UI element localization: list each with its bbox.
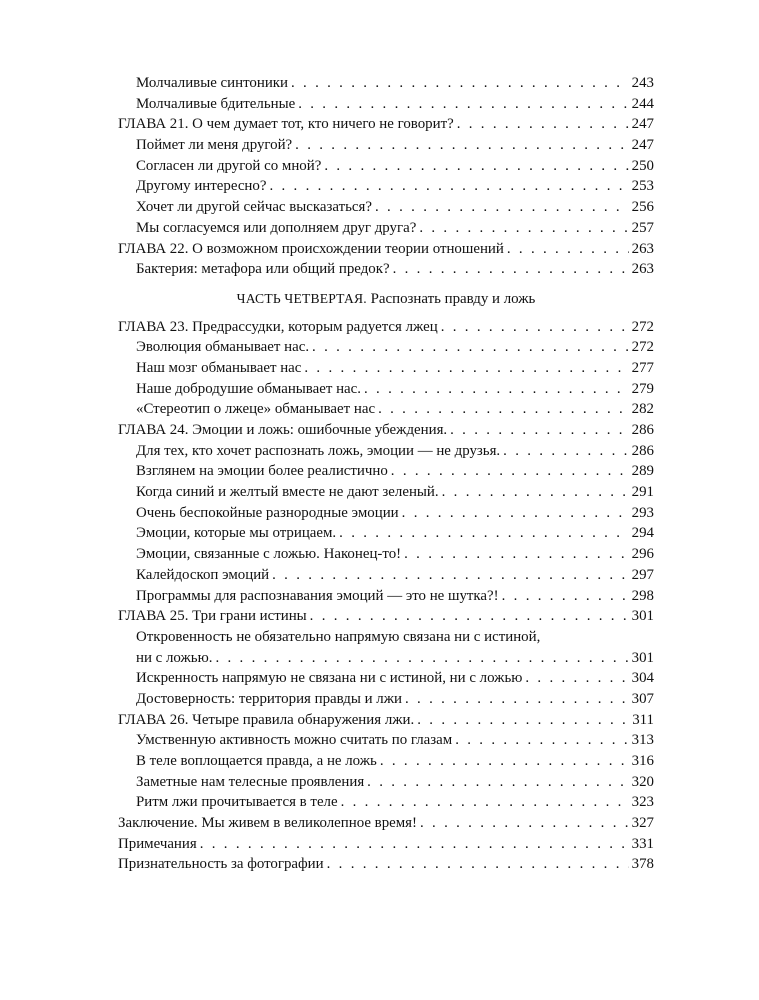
toc-dot-leader bbox=[327, 854, 629, 875]
toc-entry-title: ГЛАВА 26. Четыре правила обнаружения лжи. bbox=[118, 711, 415, 728]
toc-dot-leader bbox=[269, 176, 628, 197]
toc-section-entry bbox=[118, 441, 654, 462]
toc-section-entry bbox=[118, 565, 654, 586]
toc-entry-title: Взглянем на эмоции более реалистично bbox=[136, 463, 388, 480]
toc-entry-title: «Стереотип о лжеце» обманывает нас bbox=[136, 401, 376, 418]
toc-page-number: 282 bbox=[631, 401, 654, 418]
toc-entry-title: Заметные нам телесные проявления bbox=[136, 773, 365, 790]
toc-dot-leader bbox=[291, 73, 629, 94]
toc-entry-title: Эмоции, связанные с ложью. Наконец-то! bbox=[136, 546, 402, 563]
toc-page-number: 298 bbox=[631, 587, 654, 604]
toc-block-1 bbox=[118, 73, 654, 280]
toc-entry-title: Искренность напрямую не связана ни с истиной, ни с ложью bbox=[136, 670, 523, 687]
toc-dot-leader bbox=[367, 772, 628, 793]
toc-dot-leader bbox=[200, 834, 629, 855]
toc-section-entry bbox=[118, 503, 654, 524]
toc-dot-leader bbox=[215, 648, 628, 669]
toc-entry-title: Примечания bbox=[118, 835, 197, 852]
toc-entry-title: ГЛАВА 23. Предрассудки, которым радуется лжец bbox=[118, 318, 438, 335]
toc-dot-leader bbox=[380, 751, 629, 772]
toc-entry-title: Когда синий и желтый вместе не дают зеленый. bbox=[136, 484, 439, 501]
toc-page-number: 296 bbox=[631, 546, 654, 563]
toc-dot-leader bbox=[417, 710, 629, 731]
toc-entry-title: Хочет ли другой сейчас высказаться? bbox=[136, 199, 373, 216]
toc-page-number: 272 bbox=[631, 318, 654, 335]
part-heading-caps: ЧАСТЬ ЧЕТВЕРТАЯ. bbox=[236, 290, 367, 306]
toc-entry-title: Программы для распознавания эмоций — это не шутка?! bbox=[136, 587, 499, 604]
toc-page-number: 263 bbox=[631, 261, 654, 278]
toc-section-entry bbox=[118, 94, 654, 115]
toc-dot-leader bbox=[502, 586, 629, 607]
toc-dot-leader bbox=[404, 544, 629, 565]
toc-section-entry bbox=[118, 730, 654, 751]
toc-back-matter-entry bbox=[118, 834, 654, 855]
toc-entry-title: Наше добродушие обманывает нас. bbox=[136, 380, 361, 397]
toc-page-number: 327 bbox=[631, 815, 654, 832]
toc-page-number: 286 bbox=[631, 422, 654, 438]
toc-section-entry bbox=[118, 259, 654, 280]
toc-page-number: 323 bbox=[631, 794, 654, 811]
toc-page-number: 257 bbox=[631, 219, 654, 236]
toc-section-entry bbox=[118, 668, 654, 689]
toc-page-number: 293 bbox=[631, 504, 654, 521]
toc-back-matter-entry bbox=[118, 854, 654, 875]
toc-entry-title: Молчаливые синтоники bbox=[136, 75, 288, 91]
toc-section-entry bbox=[118, 399, 654, 420]
toc-section-entry bbox=[118, 482, 654, 503]
toc-page-number: 244 bbox=[631, 95, 654, 112]
toc-section-entry bbox=[118, 461, 654, 482]
toc-entry-title: Эмоции, которые мы отрицаем. bbox=[136, 525, 337, 542]
toc-dot-leader bbox=[420, 813, 629, 834]
toc-entry-title: Калейдоскоп эмоций bbox=[136, 566, 270, 583]
toc-page-number: 263 bbox=[631, 240, 654, 257]
toc-dot-leader bbox=[441, 317, 629, 338]
toc-entry-title: Согласен ли другой со мной? bbox=[136, 157, 322, 174]
toc-entry-title: Молчаливые бдительные bbox=[136, 95, 296, 112]
toc-dot-leader bbox=[507, 239, 629, 260]
toc-page-number: 313 bbox=[631, 732, 654, 749]
toc-entry-title: Очень беспокойные разнородные эмоции bbox=[136, 504, 399, 521]
toc-page-number: 304 bbox=[631, 670, 654, 687]
toc-page-number: 286 bbox=[631, 442, 654, 459]
toc-page-number: 243 bbox=[631, 75, 654, 91]
toc-entry-title: ГЛАВА 21. О чем думает тот, кто ничего не говорит? bbox=[118, 116, 454, 133]
toc-dot-leader bbox=[402, 503, 629, 524]
toc-section-entry bbox=[118, 135, 654, 156]
toc-dot-leader bbox=[310, 606, 629, 627]
toc-section-entry bbox=[118, 627, 654, 648]
toc-entry-title: ГЛАВА 25. Три грани истины bbox=[118, 608, 307, 625]
toc-section-entry bbox=[118, 197, 654, 218]
toc-dot-leader bbox=[295, 135, 629, 156]
toc-entry-title: Другому интересно? bbox=[136, 178, 267, 195]
toc-page-number: 247 bbox=[631, 137, 654, 154]
toc-dot-leader bbox=[391, 461, 629, 482]
toc-section-entry bbox=[118, 792, 654, 813]
toc-dot-leader bbox=[525, 668, 628, 689]
toc-page-number: 277 bbox=[631, 359, 654, 376]
toc-dot-leader bbox=[450, 420, 629, 441]
toc-chapter-entry bbox=[118, 420, 654, 441]
toc-page-number: 301 bbox=[631, 608, 654, 625]
toc-page-number: 291 bbox=[631, 484, 654, 501]
toc-entry-title: Эволюция обманывает нас. bbox=[136, 339, 310, 356]
toc-section-entry bbox=[118, 156, 654, 177]
toc-page-number: 294 bbox=[631, 525, 654, 542]
toc-entry-title: Мы согласуемся или дополняем друг друга? bbox=[136, 219, 417, 236]
toc-page-number: 253 bbox=[631, 178, 654, 195]
toc-entry-title: Признательность за фотографии bbox=[118, 856, 324, 873]
toc-section-entry bbox=[118, 73, 654, 94]
part-heading-title: Распознать правду и ложь bbox=[366, 290, 536, 307]
toc-dot-leader bbox=[298, 94, 628, 115]
toc-page-number: 316 bbox=[631, 753, 654, 769]
toc-page-number: 289 bbox=[631, 463, 654, 480]
toc-dot-leader bbox=[457, 114, 629, 135]
toc-back-matter-entry bbox=[118, 813, 654, 834]
toc-page-number: 297 bbox=[631, 566, 654, 583]
toc-page-number: 301 bbox=[631, 649, 654, 666]
toc-entry-title: Умственную активность можно считать по глазам bbox=[136, 732, 453, 749]
toc-section-entry bbox=[118, 689, 654, 710]
toc-chapter-entry bbox=[118, 239, 654, 260]
toc-chapter-entry bbox=[118, 114, 654, 135]
toc-page-number: 256 bbox=[631, 199, 654, 216]
toc-entry-title: Ритм лжи прочитывается в теле bbox=[136, 794, 338, 811]
toc-entry-title: ГЛАВА 22. О возможном происхождении теории отношений bbox=[118, 240, 504, 257]
toc-section-entry bbox=[118, 358, 654, 379]
toc-section-entry bbox=[118, 379, 654, 400]
toc-dot-leader bbox=[324, 156, 628, 177]
toc-section-entry bbox=[118, 586, 654, 607]
toc-dot-leader bbox=[442, 482, 629, 503]
toc-page-number: 307 bbox=[631, 690, 654, 707]
toc-entry-title: Для тех, кто хочет распознать ложь, эмоции — не друзья. bbox=[136, 442, 501, 459]
toc-dot-leader bbox=[304, 358, 628, 379]
toc-block-2 bbox=[118, 317, 654, 876]
toc-dot-leader bbox=[339, 523, 629, 544]
toc-entry-title: Бактерия: метафора или общий предок? bbox=[136, 261, 390, 278]
toc-section-entry bbox=[118, 176, 654, 197]
toc-entry-title: ни с ложью. bbox=[136, 649, 213, 666]
toc-entry-title: В теле воплощается правда, а не ложь bbox=[136, 753, 377, 769]
toc-dot-leader bbox=[405, 689, 629, 710]
toc-chapter-entry bbox=[118, 317, 654, 338]
toc-dot-leader bbox=[375, 197, 629, 218]
toc-dot-leader bbox=[455, 730, 628, 751]
toc-section-entry bbox=[118, 218, 654, 239]
toc-page-number: 320 bbox=[631, 773, 654, 790]
toc-dot-leader bbox=[378, 399, 629, 420]
toc-section-entry bbox=[118, 648, 654, 669]
toc-page-number: 279 bbox=[631, 380, 654, 397]
toc-page-number: 378 bbox=[631, 856, 654, 873]
toc-page-number: 247 bbox=[631, 116, 654, 133]
toc-dot-leader bbox=[393, 259, 629, 280]
toc-dot-leader bbox=[503, 441, 629, 462]
toc-section-entry bbox=[118, 523, 654, 544]
table-of-contents bbox=[118, 73, 654, 875]
toc-dot-leader bbox=[312, 337, 629, 358]
toc-entry-title: Заключение. Мы живем в великолепное время! bbox=[118, 815, 417, 832]
toc-page-number: 250 bbox=[631, 157, 654, 174]
toc-page-number: 331 bbox=[631, 835, 654, 852]
toc-entry-title: Наш мозг обманывает нас bbox=[136, 359, 302, 376]
toc-entry-title: Достоверность: территория правды и лжи bbox=[136, 690, 402, 707]
toc-section-entry bbox=[118, 772, 654, 793]
toc-chapter-entry bbox=[118, 710, 654, 731]
toc-dot-leader bbox=[341, 792, 629, 813]
toc-section-entry bbox=[118, 751, 654, 772]
toc-dot-leader bbox=[272, 565, 629, 586]
toc-chapter-entry bbox=[118, 606, 654, 627]
toc-page-number: 272 bbox=[631, 339, 654, 356]
toc-page-number: 311 bbox=[632, 711, 654, 728]
part-heading bbox=[118, 289, 654, 310]
toc-entry-title: ГЛАВА 24. Эмоции и ложь: ошибочные убеждения. bbox=[118, 422, 448, 438]
toc-dot-leader bbox=[419, 218, 628, 239]
toc-entry-title: Откровенность не обязательно напрямую связана ни с истиной, bbox=[136, 628, 541, 645]
toc-dot-leader bbox=[364, 379, 629, 400]
toc-section-entry bbox=[118, 337, 654, 358]
toc-entry-title: Поймет ли меня другой? bbox=[136, 137, 293, 154]
toc-section-entry bbox=[118, 544, 654, 565]
